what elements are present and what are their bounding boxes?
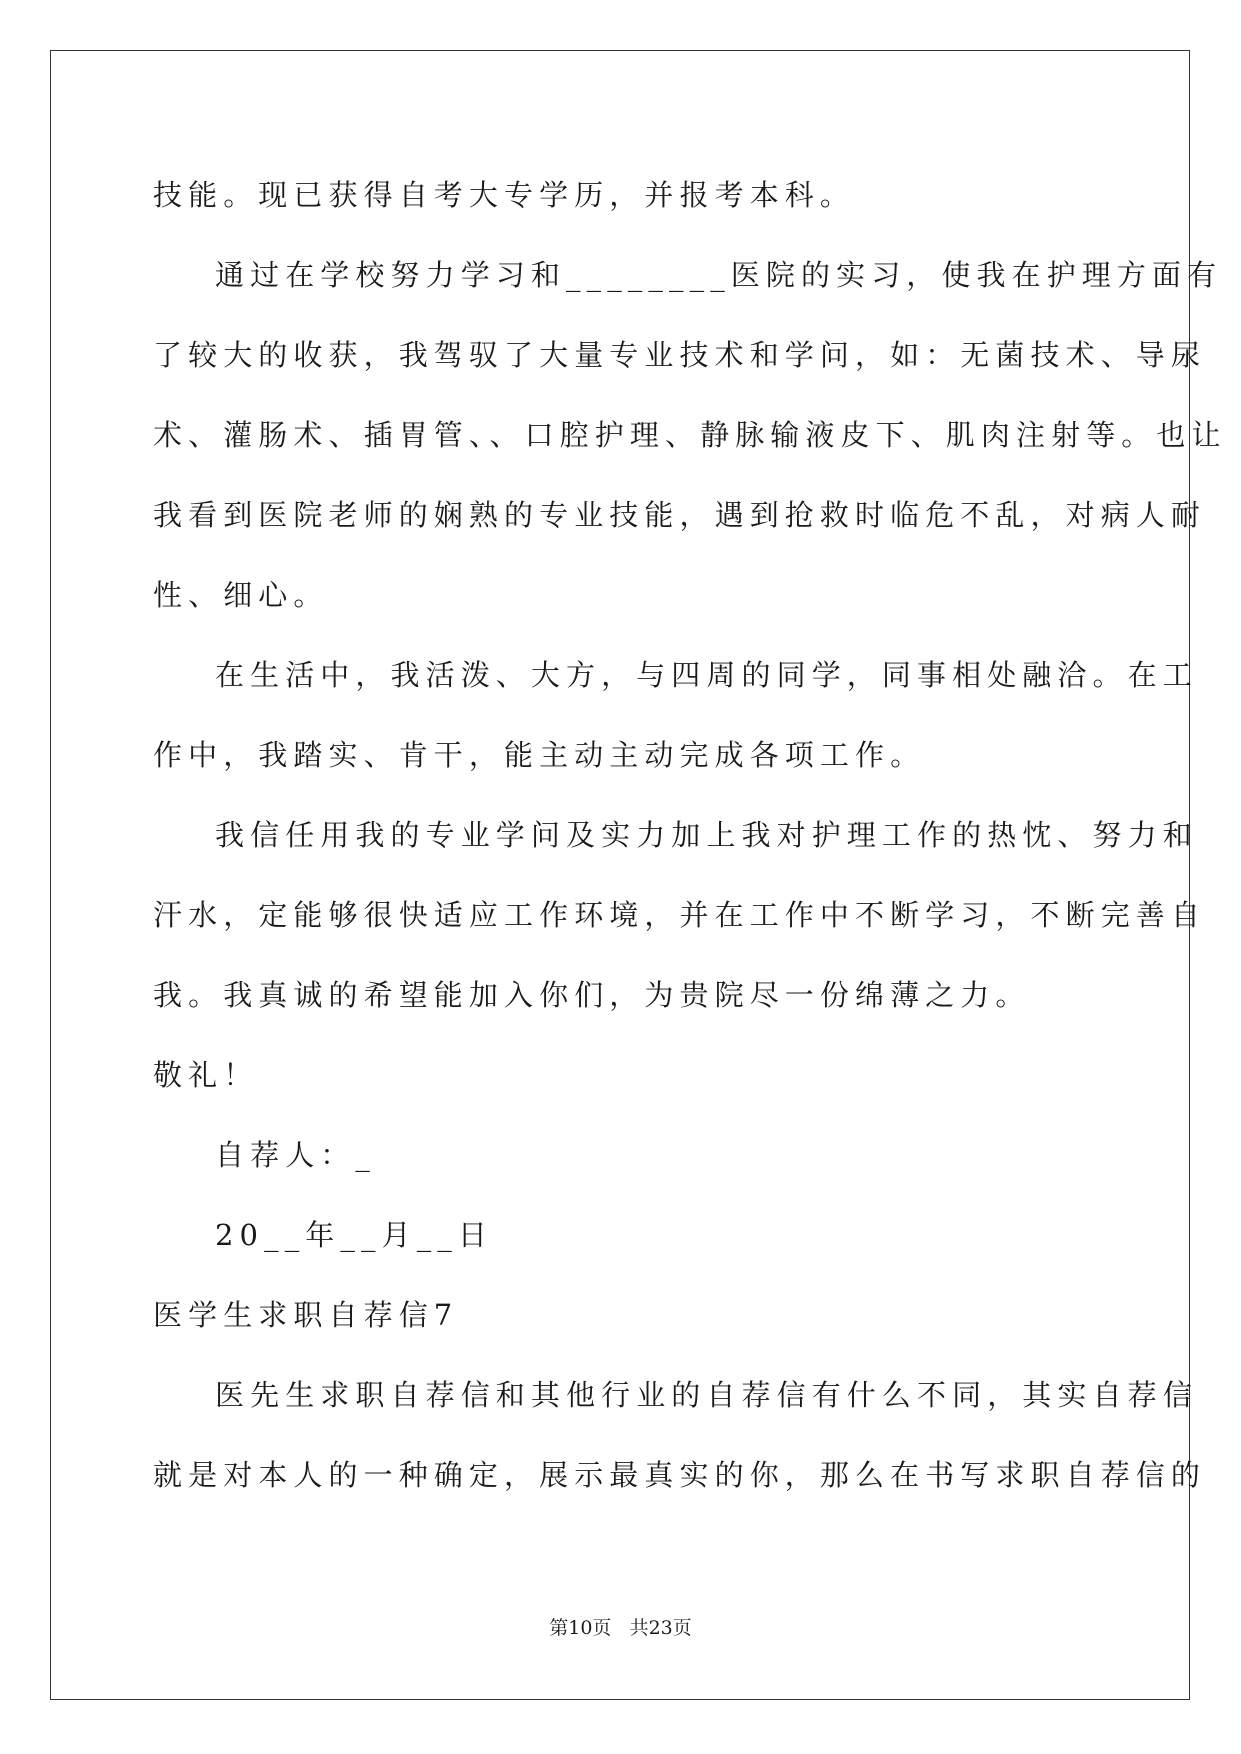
date-line: 20__年__月__日 bbox=[215, 1218, 494, 1252]
page-number: 第10页 bbox=[549, 1617, 612, 1639]
page-frame bbox=[50, 50, 1190, 1700]
page-total: 共23页 bbox=[629, 1617, 692, 1639]
text-line: 技能。现已获得自考大专学历，并报考本科。 bbox=[153, 178, 856, 212]
text-line: 了较大的收获，我驾驭了大量专业技术和学问，如：无菌技术、导尿 bbox=[153, 338, 1207, 372]
text-line: 通过在学校努力学习和________医院的实习，使我在护理方面有 bbox=[215, 258, 1223, 292]
text-line: 在生活中，我活泼、大方，与四周的同学，同事相处融洽。在工 bbox=[215, 658, 1198, 692]
text-line: 汗水，定能够很快适应工作环境，并在工作中不断学习，不断完善自 bbox=[153, 898, 1207, 932]
text-line: 我。我真诚的希望能加入你们，为贵院尽一份绵薄之力。 bbox=[153, 978, 1031, 1012]
text-line: 我看到医院老师的娴熟的专业技能，遇到抢救时临危不乱，对病人耐 bbox=[153, 498, 1207, 532]
text-line: 我信任用我的专业学问及实力加上我对护理工作的热忱、努力和 bbox=[215, 818, 1198, 852]
text-line: 性、细心。 bbox=[153, 578, 329, 612]
salutation: 敬礼！ bbox=[153, 1058, 259, 1092]
text-line: 作中，我踏实、肯干，能主动主动完成各项工作。 bbox=[153, 738, 926, 772]
section-heading: 医学生求职自荐信7 bbox=[153, 1298, 459, 1332]
text-line: 就是对本人的一种确定，展示最真实的你，那么在书写求职自荐信的 bbox=[153, 1458, 1207, 1492]
text-line: 医先生求职自荐信和其他行业的自荐信有什么不同，其实自荐信 bbox=[215, 1378, 1198, 1412]
page-footer bbox=[0, 1613, 1241, 1640]
signer-line: 自荐人：_ bbox=[215, 1138, 377, 1172]
text-line: 术、灌肠术、插胃管、、口腔护理、静脉输液皮下、肌肉注射等。也让 bbox=[153, 418, 1227, 452]
